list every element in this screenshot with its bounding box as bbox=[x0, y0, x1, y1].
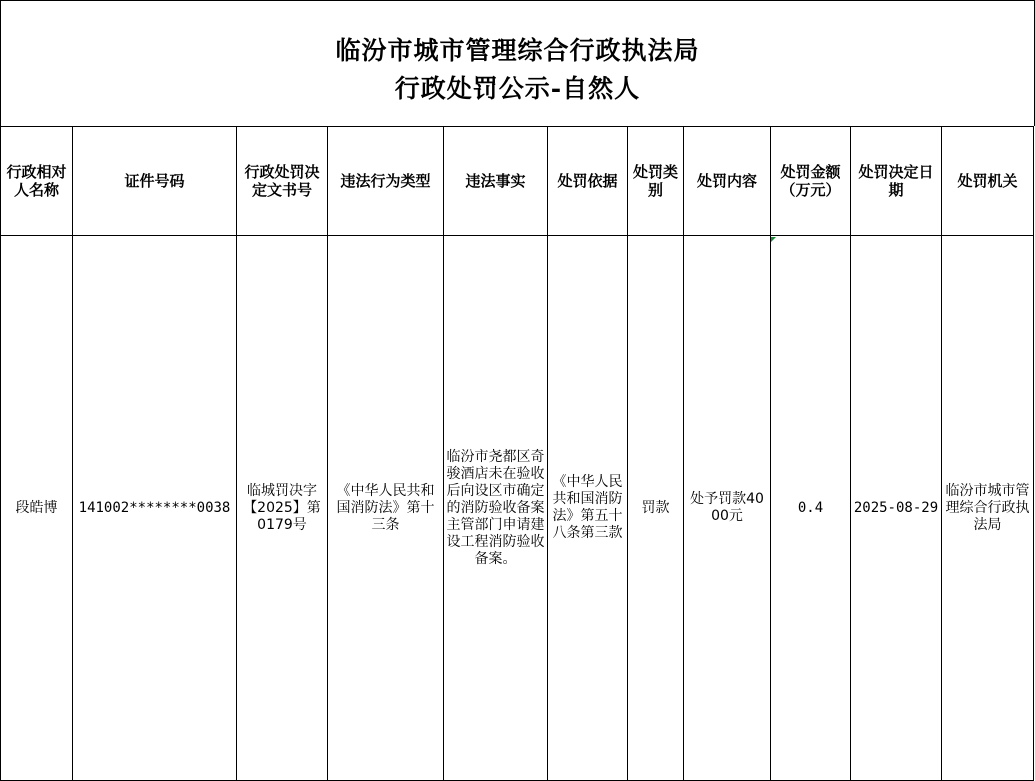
cell-decision-no: 临城罚决字【2025】第0179号 bbox=[237, 236, 328, 781]
header-content: 处罚内容 bbox=[684, 127, 771, 236]
cell-facts: 临汾市尧都区奇骏酒店未在验收后向设区市确定的消防验收备案主管部门申请建设工程消防验收备案。 bbox=[444, 236, 548, 781]
cell-category: 罚款 bbox=[628, 236, 684, 781]
header-decision-no: 行政处罚决定文书号 bbox=[237, 127, 328, 236]
header-amount: 处罚金额（万元） bbox=[771, 127, 851, 236]
cell-content: 处予罚款4000元 bbox=[684, 236, 771, 781]
cell-party-name: 段皓博 bbox=[1, 236, 73, 781]
cell-comment-marker bbox=[771, 237, 776, 242]
cell-violation-type: 《中华人民共和国消防法》第十三条 bbox=[328, 236, 444, 781]
page-title: 临汾市城市管理综合行政执法局 bbox=[335, 36, 700, 65]
header-authority: 处罚机关 bbox=[942, 127, 1034, 236]
header-facts: 违法事实 bbox=[444, 127, 548, 236]
header-basis: 处罚依据 bbox=[548, 127, 628, 236]
cell-date: 2025-08-29 bbox=[851, 236, 942, 781]
header-date: 处罚决定日期 bbox=[851, 127, 942, 236]
header-category: 处罚类别 bbox=[628, 127, 684, 236]
cell-basis: 《中华人民共和国消防法》第五十八条第三款 bbox=[548, 236, 628, 781]
cell-authority: 临汾市城市管理综合行政执法局 bbox=[942, 236, 1034, 781]
table-row bbox=[1, 236, 1034, 781]
penalty-table bbox=[0, 126, 1034, 781]
header-party-name: 行政相对人名称 bbox=[1, 127, 73, 236]
cell-id-number: 141002********0038 bbox=[73, 236, 237, 781]
page-subtitle: 行政处罚公示-自然人 bbox=[394, 74, 641, 103]
title-block bbox=[0, 0, 1035, 126]
header-id-number: 证件号码 bbox=[73, 127, 237, 236]
header-violation-type: 违法行为类型 bbox=[328, 127, 444, 236]
cell-amount: 0.4 bbox=[771, 236, 851, 781]
header-row bbox=[1, 127, 1034, 236]
